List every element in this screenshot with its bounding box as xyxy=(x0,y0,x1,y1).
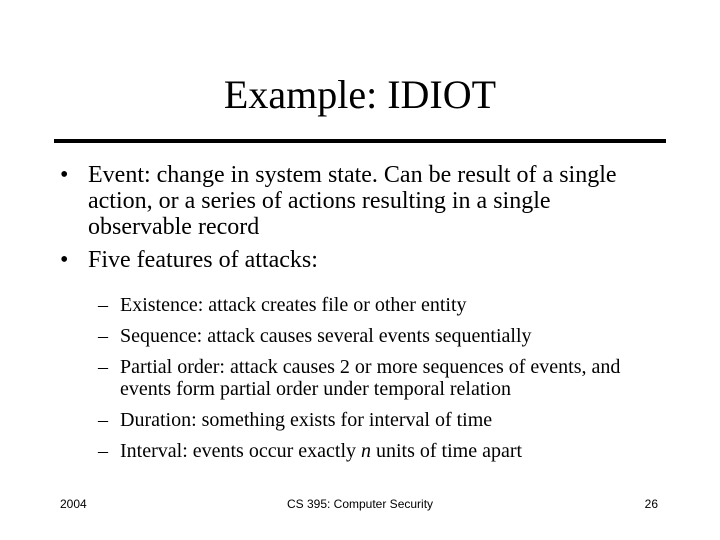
footer-course: CS 395: Computer Security xyxy=(286,497,434,511)
variable-n: n xyxy=(361,440,371,462)
bullet-marker: • xyxy=(60,162,69,188)
sub-bullet-list xyxy=(98,294,638,471)
dash-marker: – xyxy=(98,409,108,431)
bullet-marker: • xyxy=(60,247,69,273)
sub-bullet-text-end: units of time apart xyxy=(371,440,523,462)
footer-page-number: 26 xyxy=(644,497,658,511)
sub-bullet-text-start: Interval: events occur exactly xyxy=(120,440,361,462)
bullet-text: Event: change in system state. Can be result of a single action, or a series of actions resulting in a single observable record xyxy=(88,162,617,240)
bullet-item xyxy=(60,247,660,273)
sub-bullet-item xyxy=(98,325,638,347)
bullet-text: Five features of attacks: xyxy=(88,247,318,273)
dash-marker: – xyxy=(98,356,108,378)
dash-marker: – xyxy=(98,325,108,347)
dash-marker: – xyxy=(98,440,108,462)
sub-bullet-item xyxy=(98,409,638,431)
sub-bullet-item xyxy=(98,356,638,400)
dash-marker: – xyxy=(98,294,108,316)
footer-year: 2004 xyxy=(60,497,87,511)
sub-bullet-text: Duration: something exists for interval of time xyxy=(120,409,493,431)
title-divider xyxy=(54,139,666,143)
sub-bullet-item xyxy=(98,440,638,462)
slide-title: Example: IDIOT xyxy=(223,72,497,117)
bullet-list xyxy=(60,162,660,280)
sub-bullet-text: Existence: attack creates file or other entity xyxy=(120,294,467,316)
sub-bullet-item xyxy=(98,294,638,316)
sub-bullet-text xyxy=(120,440,522,462)
bullet-item xyxy=(60,162,660,240)
sub-bullet-text: Partial order: attack causes 2 or more sequences of events, and events form partial order under temporal relation xyxy=(120,356,621,400)
sub-bullet-text: Sequence: attack causes several events sequentially xyxy=(120,325,532,347)
